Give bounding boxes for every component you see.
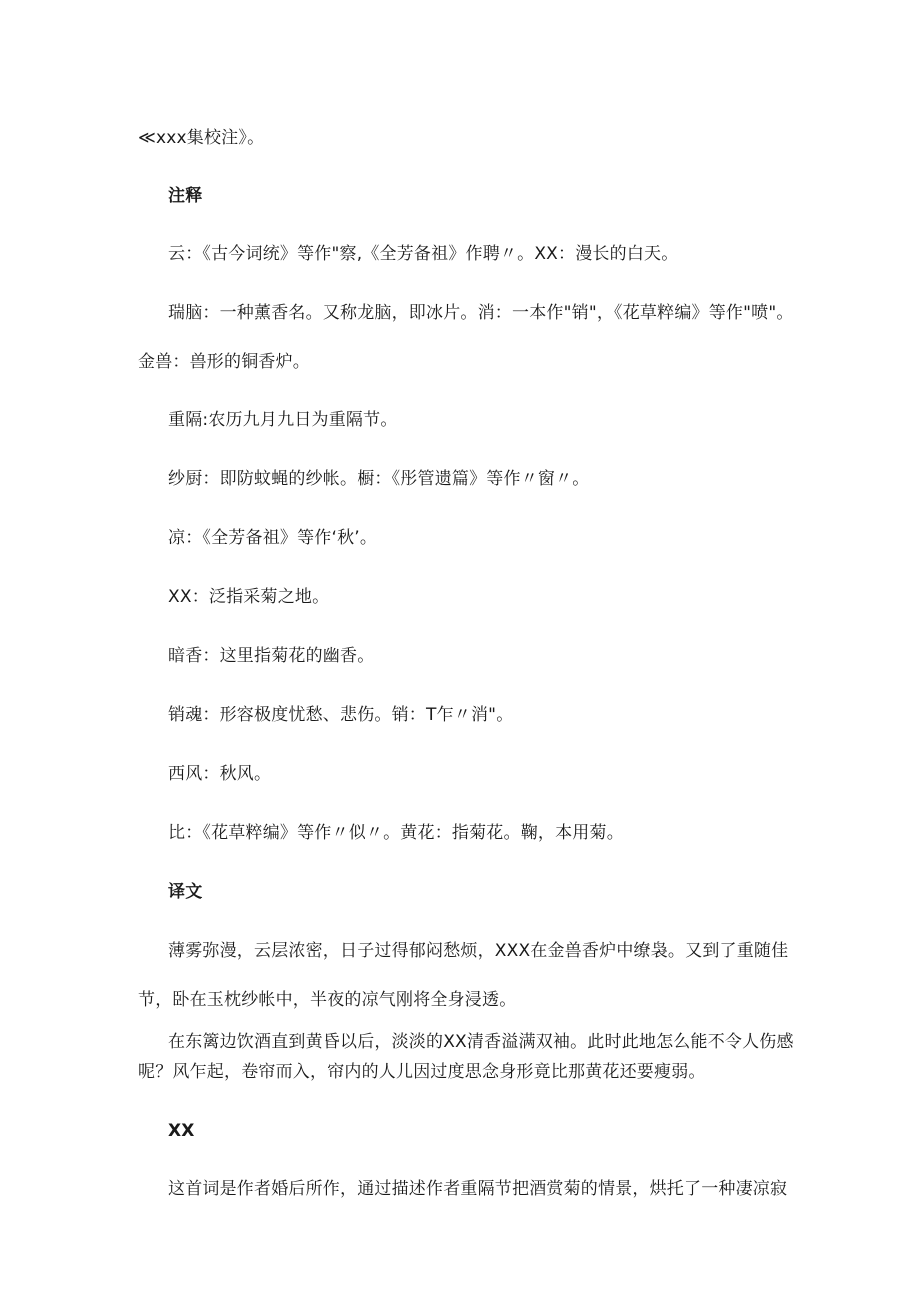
section-heading-notes: 注释: [168, 186, 203, 206]
note-line: 比：《花草粹编》等作〃似〃。黄花：指菊花。鞠，本用菊。: [168, 823, 624, 843]
note-line: 销魂：形容极度忧愁、悲伤。销：T乍〃消"。: [168, 705, 514, 725]
section-heading-appreciation: XX: [168, 1121, 195, 1141]
note-line: 云：《古今词统》等作"察,《全芳备祖》作聘〃。XX：漫长的白天。: [168, 244, 679, 264]
note-line: 重隔:农历九月九日为重隔节。: [168, 410, 398, 430]
note-line: 纱厨：即防蚊蝇的纱帐。橱：《彤管遗篇》等作〃窗〃。: [168, 469, 590, 489]
section-heading-translation: 译文: [168, 882, 203, 902]
note-line: 金兽：兽形的铜香炉。: [138, 352, 310, 372]
note-line: XX：泛指采菊之地。: [168, 587, 330, 607]
appreciation-line: 这首词是作者婚后所作，通过描述作者重隔节把酒赏菊的情景，烘托了一种凄凉寂: [168, 1179, 788, 1199]
translation-line: 薄雾弥漫，云层浓密，日子过得郁闷愁烦，XXX在金兽香炉中缭袅。又到了重随佳: [168, 941, 789, 961]
translation-line: 在东篱边饮酒直到黄昏以后，淡淡的XX清香溢满双袖。此时此地怎么能不令人伤感: [168, 1032, 794, 1052]
note-line: 暗香：这里指菊花的幽香。: [168, 646, 375, 666]
translation-line: 节，卧在玉枕纱帐中，半夜的凉气刚将全身浸透。: [138, 990, 517, 1010]
note-line: 西风：秋风。: [168, 764, 272, 784]
source-citation: ≪xxx集校注》。: [138, 128, 265, 148]
note-line: 瑞脑：一种薰香名。又称龙脑，即冰片。消：一本作"销"，《花草粹编》等作"喷"。: [168, 303, 794, 323]
translation-line: 呢？风乍起，卷帘而入，帘内的人儿因过度思念身形竟比那黄花还要瘦弱。: [138, 1062, 706, 1082]
note-line: 凉：《全芳备祖》等作‘秋’。: [168, 528, 378, 548]
